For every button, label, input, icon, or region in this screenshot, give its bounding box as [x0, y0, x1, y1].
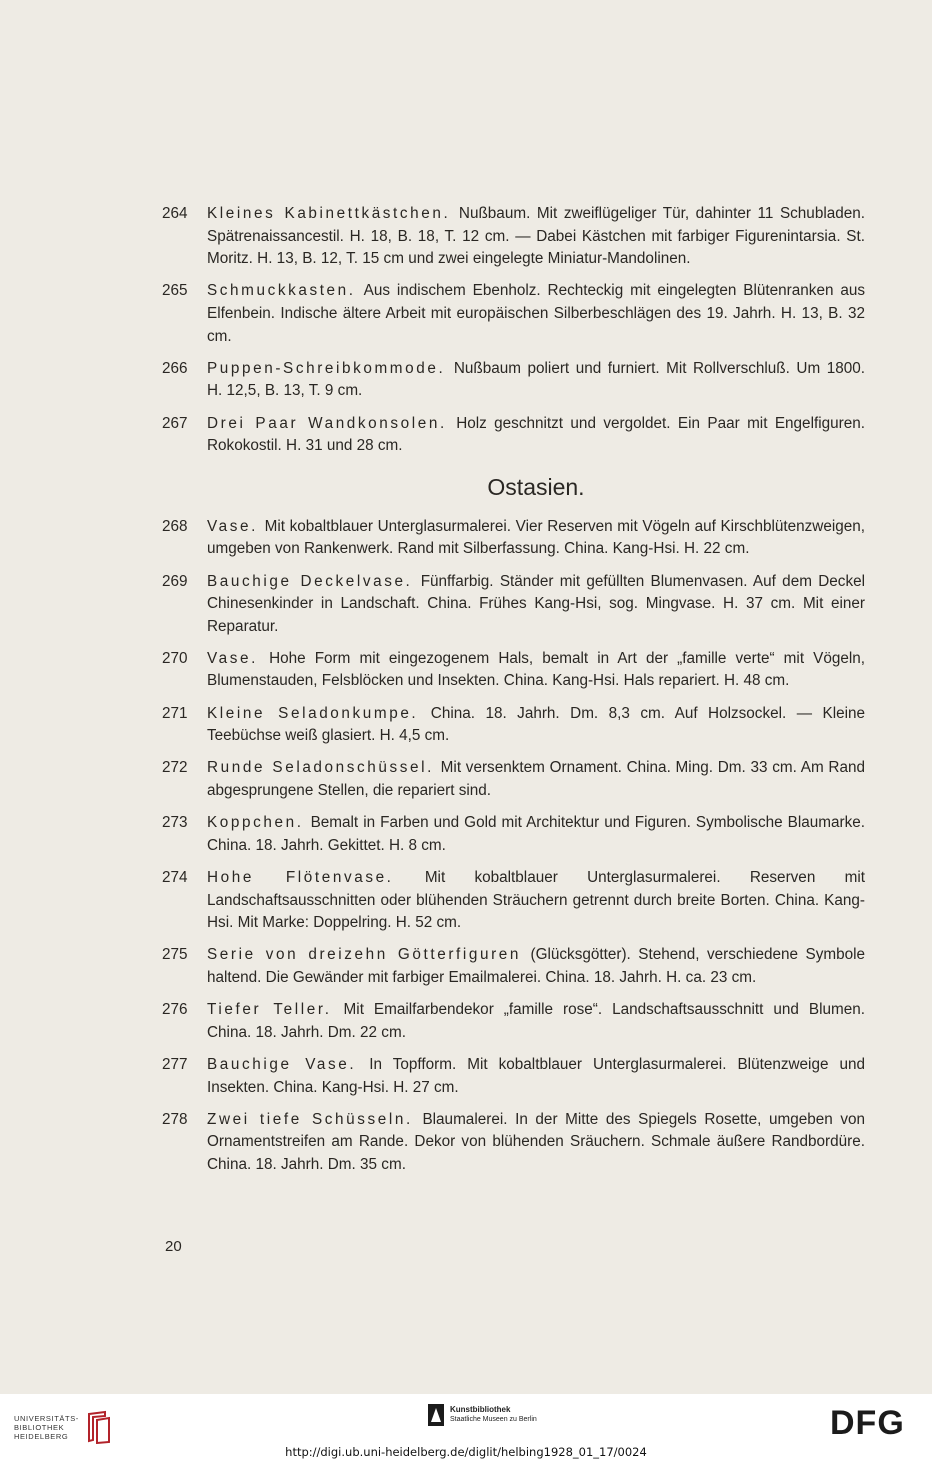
entry-text: Aus indischem Ebenholz. Rechteckig mit eingelegten Blütenranken aus Elfenbein. Indische ältere Arbeit mit europäischen Silberbeschlägen des 19. Jahrh. H. 13, B. 32 cm. [207, 282, 865, 345]
entry-number: 265 [162, 282, 188, 300]
footer-bar [0, 1394, 932, 1464]
catalog-entries [162, 203, 865, 1186]
catalog-entry [162, 648, 865, 693]
catalog-entry [162, 999, 865, 1044]
entry-body [207, 648, 865, 693]
kunstbibliothek-logo[interactable] [428, 1404, 537, 1426]
entry-title: Puppen-Schreibkommode. [207, 359, 446, 377]
kunstbibliothek-icon [428, 1404, 444, 1426]
entries-group-2 [162, 516, 865, 1177]
university-library-logo[interactable] [14, 1410, 113, 1444]
entry-title: Tiefer Teller. [207, 1001, 332, 1019]
catalog-entry [162, 1054, 865, 1099]
entry-title: Drei Paar Wandkonsolen. [207, 414, 447, 432]
entry-number: 274 [162, 869, 188, 886]
uni-logo-text: UNIVERSITÄTS- BIBLIOTHEK HEIDELBERG [14, 1413, 79, 1441]
catalog-entry [162, 516, 865, 561]
catalog-entry [162, 1109, 865, 1177]
entry-text: Hohe Form mit eingezogenem Hals, bemalt in Art der „famille verte“ mit Vögeln, Blumenstauden, Felsblöcken und Insekten. China. Kang-Hsi. Hals repariert. H. 48 cm. [207, 649, 866, 690]
source-url-link[interactable]: http://digi.ub.uni-heidelberg.de/diglit/helbing1928_01_17/0024 [285, 1445, 647, 1459]
entry-title: Bauchige Deckelvase. [207, 572, 413, 590]
entry-text: China. 18. Jahrh. Dm. 8,3 cm. Auf Holzsockel. — Kleine Teebüchse weiß glasiert. H. 4,5 cm. [207, 704, 866, 745]
catalog-entry [162, 358, 865, 403]
entry-number: 268 [162, 517, 188, 535]
entry-title: Vase. [207, 517, 258, 535]
entry-number: 266 [162, 359, 188, 377]
entry-number: 273 [162, 814, 188, 832]
catalog-entry [162, 757, 865, 802]
entry-number: 267 [162, 414, 188, 432]
entry-body [207, 944, 865, 989]
entry-body [207, 280, 865, 348]
entry-number: 264 [162, 205, 188, 222]
entry-number: 277 [162, 1055, 188, 1073]
entry-text: Mit versenktem Ornament. China. Ming. Dm. 33 cm. Am Rand abgesprungene Stellen, die repariert sind. [207, 759, 865, 800]
entry-body [207, 203, 865, 271]
entry-title: Kleines Kabinettkästchen. [207, 205, 451, 222]
catalog-entry [162, 571, 865, 639]
catalog-entry [162, 944, 865, 989]
catalog-entry [162, 413, 865, 458]
entry-body [207, 1109, 865, 1177]
page-number: 20 [165, 1238, 182, 1255]
entry-title: Hohe Flötenvase. [207, 869, 394, 886]
entry-body [207, 703, 865, 748]
catalog-entry [162, 812, 865, 857]
entry-title: Runde Seladonschüssel. [207, 759, 434, 777]
catalog-entry [162, 703, 865, 748]
entry-number: 275 [162, 946, 188, 964]
kb-sub: Staatliche Museen zu Berlin [450, 1416, 537, 1423]
entry-body [207, 867, 865, 935]
entry-title: Bauchige Vase. [207, 1055, 357, 1073]
catalog-entry [162, 280, 865, 348]
entry-text: Blaumalerei. In der Mitte des Spiegels Rosette, umgeben von Ornamentstreifen am Rande. Dekor von blühenden Sräuchern. Schmale äußere Randbordüre. China. 18. Jahrh. Dm. 35 cm. [207, 1110, 866, 1173]
kb-name: Kunstbibliothek [450, 1405, 511, 1414]
catalog-entry [162, 203, 865, 271]
entry-text: Fünffarbig. Ständer mit gefüllten Blumenvasen. Auf dem Deckel Chinesenkinder in Landschaft. China. Frühes Kang-Hsi, sog. Mingvase. H. 37 cm. Mit einer Reparatur. [207, 572, 865, 635]
entry-title: Kleine Seladonkumpe. [207, 704, 419, 722]
entry-number: 272 [162, 759, 188, 777]
catalog-entry [162, 867, 865, 935]
entry-text: Mit kobaltblauer Unterglasurmalerei. Vier Reserven mit Vögeln auf Kirschblütenzweigen, umgeben von Rankenwerk. Rand mit Silberfassung. China. Kang-Hsi. H. 22 cm. [207, 517, 866, 558]
entry-text: Nußbaum. Mit zweiflügeliger Tür, dahinter 11 Schubladen. Spätrenaissancestil. H. 18, B. 18, T. 12 cm. — Dabei Kästchen mit farbiger Figurenintarsia. St. Moritz. H. 13, B. 12, T. 15 cm und zwei eingelegte Miniatur-Mandolinen. [207, 205, 866, 268]
entry-text: In Topfform. Mit kobaltblauer Unterglasurmalerei. Blütenzweige und Insekten. China. Kang-Hsi. H. 27 cm. [207, 1055, 866, 1096]
entry-title: Vase. [207, 649, 258, 667]
entry-body [207, 358, 865, 403]
entry-number: 276 [162, 1001, 188, 1019]
entry-number: 269 [162, 572, 188, 590]
entry-body [207, 757, 865, 802]
entry-number: 270 [162, 649, 188, 667]
entry-body [207, 1054, 865, 1099]
entry-body [207, 812, 865, 857]
entry-title: Zwei tiefe Schüsseln. [207, 1110, 413, 1128]
entries-group-1 [162, 203, 865, 458]
entry-text: Nußbaum poliert und furniert. Mit Rollverschluß. Um 1800. H. 12,5, B. 13, T. 9 cm. [207, 359, 865, 400]
entry-text: Mit Emailfarbendekor „famille rose“. Landschaftsausschnitt und Blumen. China. 18. Jahrh. Dm. 22 cm. [207, 1001, 865, 1041]
uni-seal-icon [85, 1410, 113, 1444]
entry-title: Serie von dreizehn Götterfiguren [207, 946, 521, 964]
entry-text: Mit kobaltblauer Unterglasurmalerei. Reserven mit Landschaftsausschnitten oder blühenden Sträuchern getrennt durch breite Borten. China. Kang-Hsi. Mit Marke: Doppelring. H. 52 cm. [207, 869, 865, 932]
entry-body [207, 516, 865, 561]
entry-title: Schmuckkasten. [207, 282, 356, 300]
entry-body [207, 413, 865, 458]
entry-title: Koppchen. [207, 814, 304, 832]
entry-text: (Glücksgötter). Stehend, verschiedene Symbole haltend. Die Gewänder mit farbiger Emailmalerei. China. 18. Jahrh. H. ca. 23 cm. [207, 946, 866, 986]
entry-number: 271 [162, 704, 188, 722]
dfg-logo[interactable]: DFG [830, 1404, 905, 1442]
entry-text: Holz geschnitzt und vergoldet. Ein Paar mit Engelfiguren. Rokokostil. H. 31 und 28 cm. [207, 414, 865, 455]
section-heading: Ostasien. [487, 473, 585, 500]
entry-body [207, 571, 865, 639]
entry-number: 278 [162, 1110, 188, 1128]
entry-text: Bemalt in Farben und Gold mit Architektur und Figuren. Symbolische Blaumarke. China. 18. Jahrh. Gekittet. H. 8 cm. [207, 814, 865, 854]
entry-body [207, 999, 865, 1044]
